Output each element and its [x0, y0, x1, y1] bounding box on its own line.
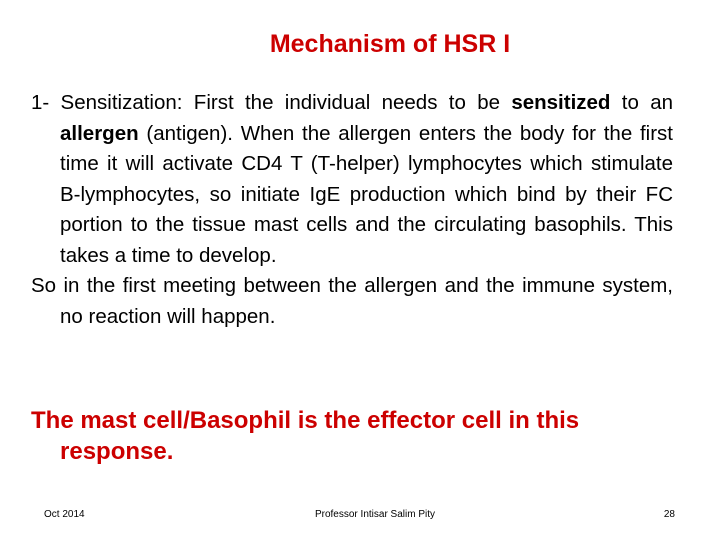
footer-date: Oct 2014: [44, 509, 85, 520]
bold-term-allergen: allergen: [60, 121, 139, 145]
effector-cell-statement: The mast cell/Basophil is the effector cell in this response.: [31, 407, 580, 465]
paragraph-text-3: (antigen). When the allergen enters the body for the first time it will activate CD4 T (T-helper) lymphocytes which stimulate B-lymphocytes, so initiate IgE production which bind by their FC portion to the tissue mast cells and the circulating basophils. This takes a time to develop.: [60, 121, 673, 267]
slide-body: [31, 88, 673, 332]
slide-title: Mechanism of HSR I: [269, 30, 511, 58]
paragraph-text-1: 1- Sensitization: First the individual needs to be: [31, 91, 512, 114]
paragraph-text-2: to an: [610, 91, 673, 114]
bold-term-sensitized: sensitized: [511, 91, 611, 114]
sensitization-paragraph: [31, 88, 673, 271]
page-number: 28: [663, 509, 675, 520]
first-meeting-paragraph: So in the first meeting between the allergen and the immune system, no reaction will happen.: [31, 274, 673, 328]
footer-author: Professor Intisar Salim Pity: [314, 509, 436, 520]
